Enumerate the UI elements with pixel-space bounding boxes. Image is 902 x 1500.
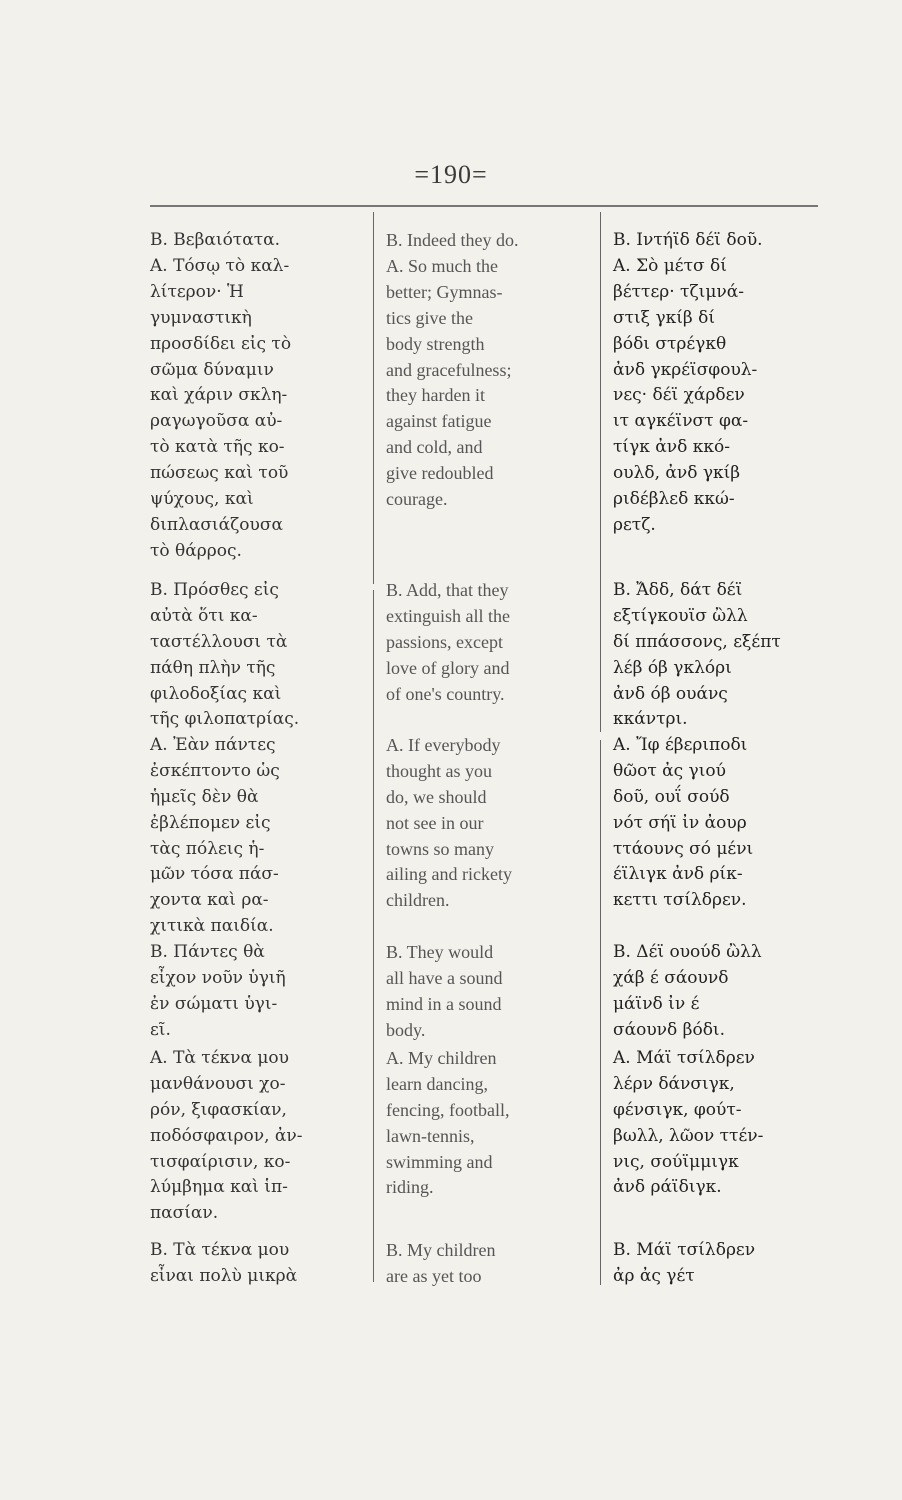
text-line: B. Add, that they	[386, 580, 509, 600]
column-divider-right	[600, 212, 601, 732]
text-line: γυμναστικὴ	[150, 307, 252, 328]
text-line: extinguish all the	[386, 605, 510, 626]
text-line: νες· δέϊ χάρδεν	[613, 385, 745, 406]
paragraph	[386, 228, 518, 254]
text-line: λίτερον· Ἡ	[150, 281, 244, 302]
text-line: ριδέβλεδ κκώ-	[613, 489, 735, 510]
text-line: φένσιγκ, φούτ-	[613, 1099, 742, 1120]
paragraph	[150, 228, 280, 254]
text-line: riding.	[386, 1177, 434, 1198]
text-line: B. My children	[386, 1240, 496, 1260]
text-line: ταστέλλουσι τὰ	[150, 631, 288, 652]
text-line: Β. Βεβαιότατα.	[150, 230, 280, 250]
paragraph	[150, 578, 299, 733]
text-line: καὶ χάριν σκλη-	[150, 385, 288, 406]
text-line: and cold, and	[386, 437, 483, 458]
text-line: προσδίδει εἰς τὸ	[150, 333, 292, 354]
text-line: νότ σήϊ ἰν ἀουρ	[613, 812, 747, 833]
text-line: better; Gymnas-	[386, 281, 503, 302]
text-line: ουλδ, ἀνδ γκίβ	[613, 463, 741, 484]
text-line: ρετζ.	[613, 514, 656, 535]
text-line: τισφαίρισιν, κο-	[150, 1151, 291, 1172]
text-line: A. My children	[386, 1048, 497, 1068]
text-line: χάβ έ σάουνδ	[613, 967, 729, 988]
text-line: body.	[386, 1019, 426, 1040]
text-line: σῶμα δύναμιν	[150, 359, 274, 380]
text-line: Β. Μάϊ τσίλδρεν	[613, 1240, 756, 1260]
text-line: learn dancing,	[386, 1073, 488, 1094]
paragraph	[613, 578, 781, 733]
text-line: τὰς πόλεις ἡ-	[150, 838, 265, 859]
text-line: εξτίγκουϊσ ὢλλ	[613, 605, 748, 626]
column-divider-left-lower	[373, 590, 374, 1282]
text-line: Α. Τόσῳ τὸ καλ-	[150, 256, 290, 276]
column-divider-right-lower	[600, 740, 601, 1285]
text-line: ἀρ ἀς γέτ	[613, 1265, 695, 1286]
text-line: κκάντρι.	[613, 709, 688, 730]
text-line: ἀνδ όβ ουάνς	[613, 683, 728, 704]
text-line: Β. Τὰ τέκνα μου	[150, 1240, 290, 1260]
text-line: towns so many	[386, 838, 494, 859]
text-line: ρόν, ξιφασκίαν,	[150, 1099, 287, 1120]
paragraph	[150, 940, 286, 1044]
paragraph	[386, 254, 511, 513]
text-line: passions, except	[386, 631, 503, 652]
text-line: ραγωγοῦσα αὐ-	[150, 411, 283, 432]
text-line: κεττι τσίλδρεν.	[613, 890, 747, 911]
text-line: φιλοδοξίας καὶ	[150, 683, 282, 704]
text-line: τίγκ ἀνδ κκό-	[613, 437, 730, 458]
text-line: ψύχους, καὶ	[150, 489, 254, 510]
text-line: μανθάνουσι χο-	[150, 1073, 286, 1094]
text-line: στιξ γκίβ δί	[613, 307, 716, 328]
paragraph	[613, 228, 763, 254]
paragraph	[386, 940, 502, 1044]
text-line: ἐν σώματι ὑγι-	[150, 993, 278, 1014]
text-line: ἐβλέπομεν εἰς	[150, 812, 271, 833]
text-line: A. If everybody	[386, 735, 501, 755]
text-line: σάουνδ βόδι.	[613, 1019, 725, 1040]
paragraph	[386, 1046, 509, 1201]
text-line: Α. Μάϊ τσίλδρεν	[613, 1048, 755, 1068]
text-line: βέττερ· τζιμνά-	[613, 281, 744, 302]
paragraph	[613, 1046, 763, 1201]
text-line: Β. Πάντες θὰ	[150, 942, 265, 962]
text-line: not see in our	[386, 812, 484, 833]
paragraph	[386, 733, 512, 914]
text-line: βωλλ, λῶον ττέν-	[613, 1125, 764, 1146]
text-line: πάθη πλὴν τῆς	[150, 657, 276, 678]
text-line: εἶχον νοῦν ὑγιῆ	[150, 967, 286, 988]
paragraph	[150, 254, 291, 565]
text-line: μῶν τόσα πάσ-	[150, 864, 279, 885]
text-line: children.	[386, 890, 450, 911]
text-line: χοντα καὶ ρα-	[150, 890, 269, 911]
text-line: θῶοτ ἀς γιού	[613, 760, 726, 781]
text-line: πώσεως καὶ τοῦ	[150, 463, 289, 484]
text-line: έϊλιγκ ἀνδ ρίκ-	[613, 864, 743, 885]
text-line: swimming and	[386, 1151, 493, 1172]
text-line: ττάουνς σό μένι	[613, 838, 754, 859]
paragraph	[150, 1238, 297, 1290]
text-line: ἡμεῖς δὲν θὰ	[150, 786, 259, 807]
text-line: εῖ.	[150, 1019, 171, 1040]
top-rule	[150, 205, 818, 207]
text-line: Α. Σὸ μέτσ δί	[613, 256, 727, 276]
text-line: βόδι στρέγκθ	[613, 333, 727, 354]
text-line: Β. Ἄδδ, δάτ δέϊ	[613, 580, 743, 600]
text-line: give redoubled	[386, 463, 494, 484]
text-line: of one's country.	[386, 683, 505, 704]
paragraph	[613, 1238, 755, 1290]
paragraph	[613, 254, 757, 539]
text-line: Β. Πρόσθες εἰς	[150, 580, 279, 600]
text-line: Β. Ιντήϊδ δέϊ δοῦ.	[613, 230, 763, 250]
text-line: courage.	[386, 489, 448, 510]
text-line: εἶναι πολὺ μικρὰ	[150, 1265, 298, 1286]
text-line: against fatigue	[386, 411, 492, 432]
text-line: and gracefulness;	[386, 359, 512, 380]
text-line: do, we should	[386, 786, 487, 807]
text-line: all have a sound	[386, 967, 503, 988]
text-line: τὸ κατὰ τῆς κο-	[150, 437, 285, 458]
text-line: ἀνδ γκρέϊσφουλ-	[613, 359, 758, 380]
paragraph	[613, 940, 762, 1044]
text-line: mind in a sound	[386, 993, 502, 1014]
text-line: are as yet too	[386, 1265, 482, 1286]
text-line: tics give the	[386, 307, 473, 328]
text-line: fencing, football,	[386, 1099, 510, 1120]
text-line: Α. Ἴφ έβεριποδι	[613, 735, 748, 755]
text-line: B. They would	[386, 942, 494, 962]
text-line: body strength	[386, 333, 485, 354]
text-line: πασίαν.	[150, 1203, 219, 1224]
text-line: λέρν δάνσιγκ,	[613, 1073, 735, 1094]
text-line: they harden it	[386, 385, 485, 406]
column-divider-left	[373, 212, 374, 584]
text-line: love of glory and	[386, 657, 510, 678]
text-line: αὐτὰ ὅτι κα-	[150, 605, 258, 626]
text-line: ιτ αγκέϊνστ φα-	[613, 411, 749, 432]
text-line: δοῦ, ουΐ σούδ	[613, 786, 730, 807]
text-line: ailing and rickety	[386, 864, 512, 885]
text-line: χιτικὰ παιδία.	[150, 916, 274, 937]
paragraph	[150, 1046, 302, 1227]
text-line: thought as you	[386, 760, 492, 781]
text-line: μάϊνδ ἰν έ	[613, 993, 700, 1014]
text-line: λέβ όβ γκλόρι	[613, 657, 732, 678]
paragraph	[386, 578, 510, 707]
text-line: Β. Δέϊ ουούδ ὢλλ	[613, 942, 762, 962]
text-line: διπλασιάζουσα	[150, 514, 283, 535]
paragraph	[386, 1238, 496, 1290]
text-line: Α. Ἐὰν πάντες	[150, 735, 276, 755]
page-number: =190=	[414, 160, 488, 189]
text-line: τὸ θάρρος.	[150, 540, 242, 561]
text-line: B. Indeed they do.	[386, 230, 519, 250]
text-line: ἐσκέπτοντο ὡς	[150, 760, 280, 781]
text-line: δί ππάσσονς, εξέπτ	[613, 631, 781, 652]
text-line: τῆς φιλοπατρίας.	[150, 709, 300, 730]
text-line: Α. Τὰ τέκνα μου	[150, 1048, 289, 1068]
text-line: A. So much the	[386, 256, 498, 276]
text-line: lawn-tennis,	[386, 1125, 475, 1146]
text-line: ἀνδ ράϊδιγκ.	[613, 1177, 722, 1198]
paragraph	[613, 733, 753, 914]
text-line: ποδόσφαιρον, ἀν-	[150, 1125, 303, 1146]
text-line: νις, σούϊμμιγκ	[613, 1151, 739, 1172]
text-line: λύμβημα καὶ ἱπ-	[150, 1177, 288, 1198]
paragraph	[150, 733, 280, 940]
